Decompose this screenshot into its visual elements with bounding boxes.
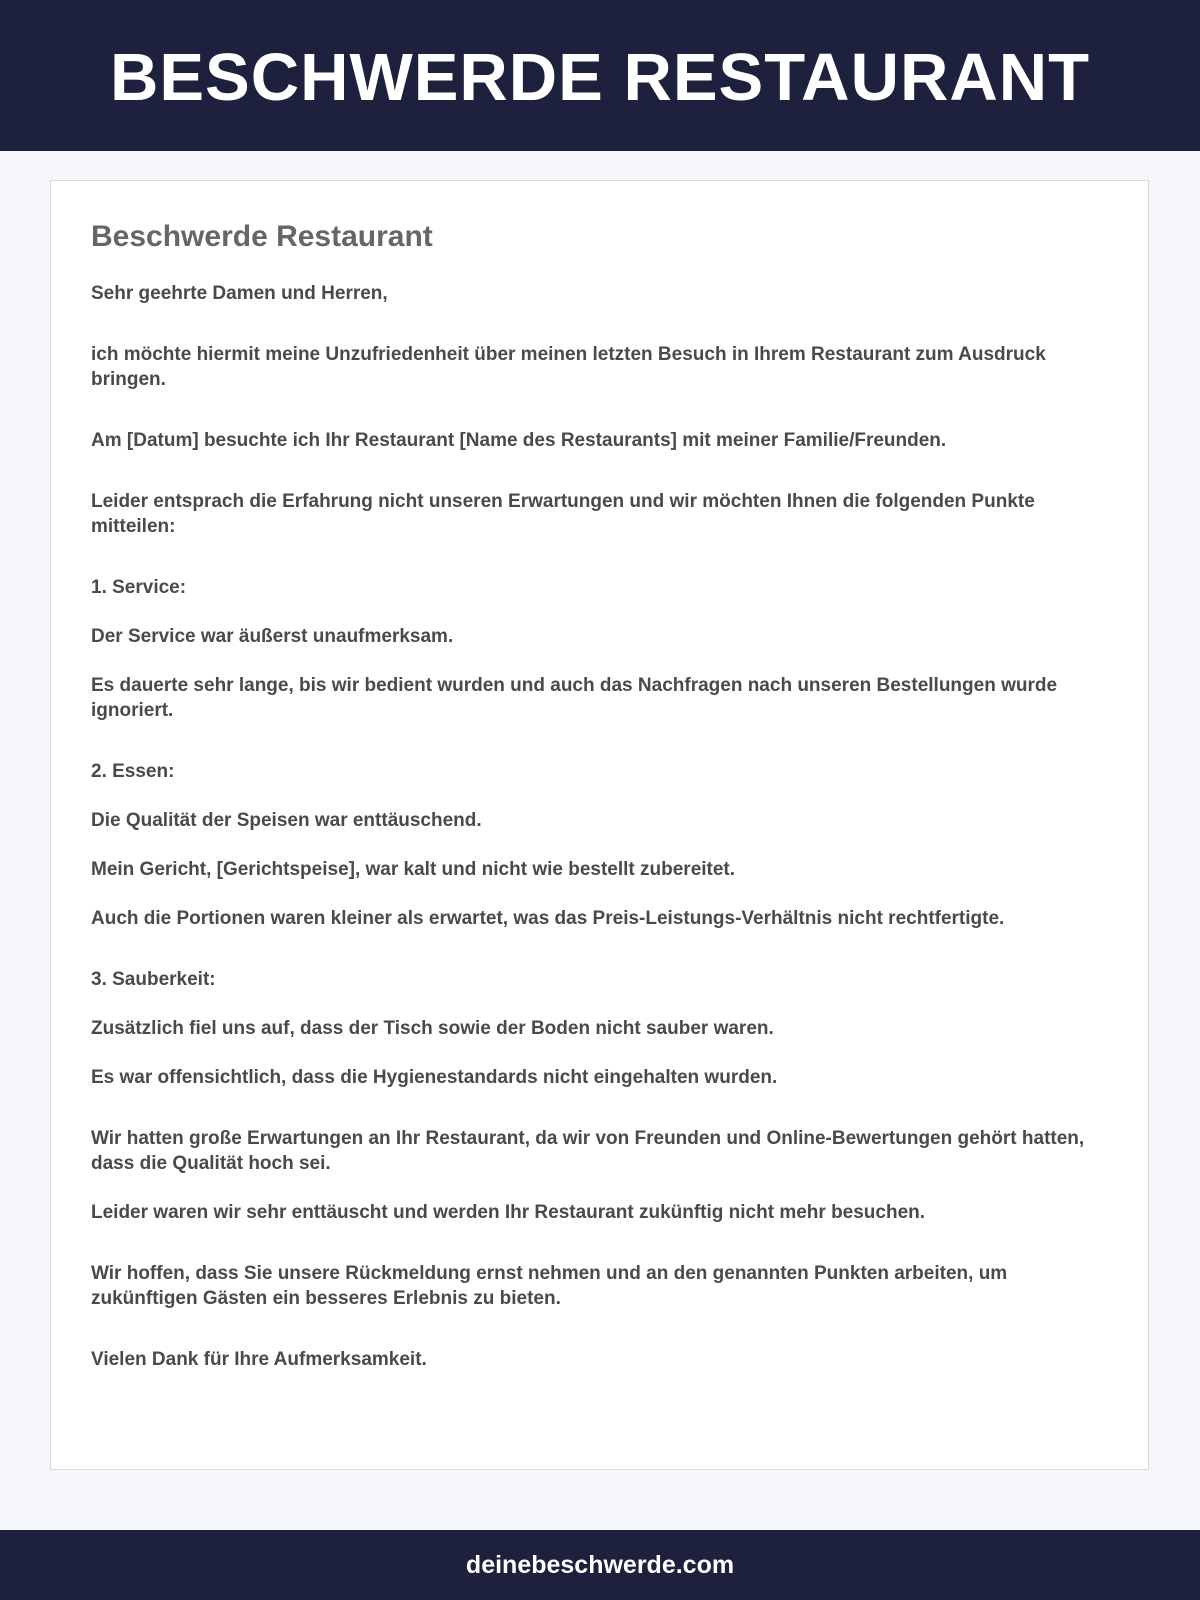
section-heading-service: 1. Service:	[91, 577, 187, 598]
intro-paragraph: ich möchte hiermit meine Unzufriedenheit über meinen letzten Besuch in Ihrem Restaurant zum Ausdruck bringen.	[91, 344, 1046, 390]
food-point-2: Mein Gericht, [Gerichtspeise], war kalt und nicht wie bestellt zubereitet.	[91, 859, 736, 880]
closing-line: Vielen Dank für Ihre Aufmerksamkeit.	[91, 1349, 427, 1370]
food-point-3: Auch die Portionen waren kleiner als erwartet, was das Preis-Leistungs-Verhältnis nicht rechtfertigte.	[91, 908, 1005, 929]
letter-heading: Beschwerde Restaurant	[91, 220, 433, 253]
section-heading-food: 2. Essen:	[91, 761, 175, 782]
footer-site-link[interactable]: deinebeschwerde.com	[465, 1550, 735, 1579]
salutation: Sehr geehrte Damen und Herren,	[91, 283, 388, 304]
cleanliness-point-1: Zusätzlich fiel uns auf, dass der Tisch sowie der Boden nicht sauber waren.	[91, 1018, 774, 1039]
section-heading-cleanliness: 3. Sauberkeit:	[91, 969, 216, 990]
letter-card	[50, 180, 1149, 1470]
page-title: BESCHWERDE RESTAURANT	[109, 40, 1091, 115]
page-header	[0, 0, 1200, 151]
service-point-1: Der Service war äußerst unaufmerksam.	[91, 626, 454, 647]
conclusion-paragraph-2: Leider waren wir sehr enttäuscht und werden Ihr Restaurant zukünftig nicht mehr besuchen.	[91, 1202, 926, 1223]
expectation-paragraph: Leider entsprach die Erfahrung nicht unseren Erwartungen und wir möchten Ihnen die folgenden Punkte mitteilen:	[91, 491, 1035, 537]
conclusion-paragraph-1: Wir hatten große Erwartungen an Ihr Restaurant, da wir von Freunden und Online-Bewertungen gehört hatten, dass die Qualität hoch sei.	[91, 1128, 1085, 1174]
cleanliness-point-2: Es war offensichtlich, dass die Hygienestandards nicht eingehalten wurden.	[91, 1067, 778, 1088]
page-footer	[0, 1530, 1200, 1600]
hope-paragraph: Wir hoffen, dass Sie unsere Rückmeldung ernst nehmen und an den genannten Punkten arbeiten, um zukünftigen Gästen ein besseres Erlebnis zu bieten.	[91, 1263, 1008, 1309]
visit-paragraph: Am [Datum] besuchte ich Ihr Restaurant [Name des Restaurants] mit meiner Familie/Freunden.	[91, 430, 947, 451]
service-point-2: Es dauerte sehr lange, bis wir bedient wurden und auch das Nachfragen nach unseren Bestellungen wurde ignoriert.	[91, 675, 1058, 721]
food-point-1: Die Qualität der Speisen war enttäuschend.	[91, 810, 482, 831]
